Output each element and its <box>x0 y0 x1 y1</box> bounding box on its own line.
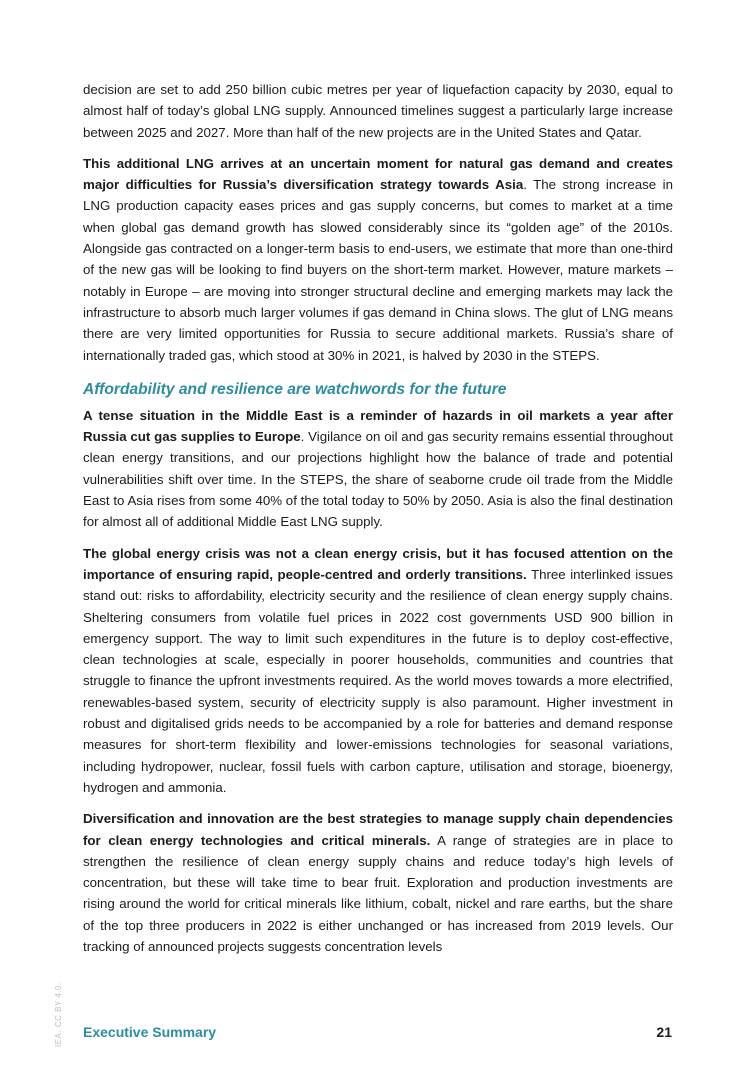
section-heading: Affordability and resilience are watchwords for the future <box>83 380 507 398</box>
license-note: IEA. CC BY 4.0. <box>54 982 63 1047</box>
paragraph-middle-east <box>83 405 673 533</box>
footer-section-title: Executive Summary <box>83 1024 217 1040</box>
paragraph-text: . The strong increase in LNG production capacity eases prices and gas supply concerns, but comes to market at a time when global gas demand growth has slowed considerably since its “golden age” of the 2010s. Alongside gas contracted on a longer-term basis to end-users, we estimate that more than one-third of the new gas will be looking to find buyers on the short-term market. However, mature markets – notably in Europe – are moving into stronger structural decline and emerging markets may lack the infrastructure to absorb much larger volumes if gas demand in China slows. The glut of LNG means there are very limited opportunities for Russia to secure additional markets. Russia’s share of internationally traded gas, which stood at 30% in 2021, is halved by 2030 in the STEPS. <box>83 177 673 363</box>
paragraph-text: . Vigilance on oil and gas security remains essential throughout clean energy transitions, and our projections highlight how the balance of trade and potential vulnerabilities shift over time. In the STEPS, the share of seaborne crude oil trade from the Middle East to Asia rises from some 40% of the total today to 50% by 2050. Asia is also the final destination for almost all of additional Middle East LNG supply. <box>83 429 674 530</box>
paragraph-diversification <box>83 808 673 957</box>
paragraph-lng-uncertain <box>83 153 673 366</box>
paragraph-lng-capacity <box>83 79 673 143</box>
paragraph-text: decision are set to add 250 billion cubic metres per year of liquefaction capacity by 2030, equal to almost half of today’s global LNG supply. Announced timelines suggest a particularly large increase between 2025 and 2027. More than half of the new projects are in the United States and Qatar. <box>83 82 673 140</box>
paragraph-lead: Diversification and innovation are the best strategies to manage supply chain dependencies for clean energy technologies and critical minerals. <box>83 811 673 848</box>
paragraph-lead: A tense situation in the Middle East is a reminder of hazards in oil markets a year after Russia cut gas supplies to Europe <box>83 407 673 445</box>
paragraph-energy-crisis <box>83 543 673 799</box>
page-number: 21 <box>656 1024 672 1040</box>
paragraph-text: A range of strategies are in place to strengthen the resilience of clean energy supply chains and reduce today’s high levels of concentration, but these will take time to bear fruit. Exploration and production investments are rising around the world for critical minerals like lithium, cobalt, nickel and rare earths, but the share of the top three producers in 2022 is either unchanged or has increased from 2019 levels. Our tracking of announced projects suggests concentration levels <box>83 832 673 954</box>
paragraph-text: Three interlinked issues stand out: risks to affordability, electricity security and the resilience of clean energy supply chains. Sheltering consumers from volatile fuel prices in 2022 cost governments USD 900 billion in emergency support. The way to limit such expenditures in the future is to deploy cost-effective, clean technologies at scale, especially in poorer households, communities and countries that struggle to finance the upfront investments required. As the world moves towards a more electrified, renewables-based system, security of electricity supply is also paramount. Higher investment in robust and digitalised grids needs to be accompanied by a role for batteries and demand response measures for short-term flexibility and lower-emissions technologies for seasonal variations, including hydropower, nuclear, fossil fuels with carbon capture, utilisation and storage, bioenergy, hydrogen and ammonia. <box>83 566 673 795</box>
paragraph-lead: This additional LNG arrives at an uncertain moment for natural gas demand and creates major difficulties for Russia’s diversification strategy towards Asia <box>83 155 673 193</box>
paragraph-lead: The global energy crisis was not a clean energy crisis, but it has focused attention on the importance of ensuring rapid, people-centred and orderly transitions. <box>83 545 673 582</box>
body-text <box>83 79 673 967</box>
